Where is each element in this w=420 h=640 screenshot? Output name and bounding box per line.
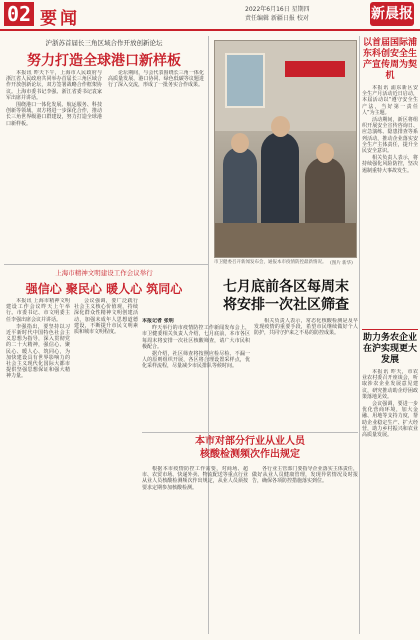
article-3-paragraph: 据介绍，社区筛查将按照应检尽检、不漏一人的原则组织开展，各区将合理设置采样点，优化采样流程，尽量减少市民排队等候时间。 xyxy=(142,351,250,370)
article-1-paragraph: 本报讯 昨天下午，上海市人民政府与浙江省人民政府共同举办首届长三角区域合作开放创新论坛，双方签署战略合作框架协议。上海市委书记李强、浙江省委书记袁家军出席并讲话。 xyxy=(6,70,102,101)
section-title: 要闻 xyxy=(40,9,80,29)
article-2-headline: 强信心 聚民心 暖人心 筑同心 xyxy=(25,282,183,296)
article-3-headline-line-1: 七月底前各区每周末 xyxy=(223,279,349,295)
section-divider xyxy=(4,264,209,265)
column-divider xyxy=(359,36,360,634)
rail-item-1-body xyxy=(362,85,418,325)
article-3-headline-line-2: 将安排一次社区筛查 xyxy=(223,297,349,313)
brand-logo: 新晨报 xyxy=(370,2,414,26)
news-photo xyxy=(214,40,357,258)
masthead-rule xyxy=(0,29,420,31)
article-3-body-col-1 xyxy=(142,318,250,428)
rail-item-1-paragraph: 本报讯 浦东新区安全生产月活动近日启动，本届活动以“遵守安全生产法，当好第一责任人”为主题。 xyxy=(362,85,418,116)
article-4-paragraph: 根据本市疫情防控工作需要，对商场、超市、农贸市场、快递外卖、物流配送等重点行业从业人员核酸检测频次作出规定，从业人员须按要求定期参加核酸检测。 xyxy=(142,466,248,491)
article-2-body-col-1 xyxy=(6,298,70,634)
rail-item-2-paragraph: 会议强调，要进一步优化营商环境，加大金融、用地等支持力度，帮助企业稳定生产、扩大经营，助力乡村振兴和农业高质量发展。 xyxy=(362,401,418,439)
article-2-body-col-2 xyxy=(74,298,138,634)
article-3-body-col-2 xyxy=(254,318,358,428)
section-divider xyxy=(142,432,358,433)
article-2-paragraph: 会议强调，要广泛践行社会主义核心价值观，持续深化群众性精神文明创建活动，加强未成年人思想道德建设，不断提升市民文明素质和城市文明程度。 xyxy=(74,298,138,336)
article-3-paragraph: 相关负责人表示，常态化核酸检测是及早发现疫情的重要手段，希望市民继续做好个人防护，共同守护来之不易的防控成果。 xyxy=(254,318,358,337)
article-3-paragraph: 昨天举行的市疫情防控工作新闻发布会上，市卫健委相关负责人介绍，七月底前，本市各区每周末将安排一次社区核酸筛查，请广大市民积极配合。 xyxy=(142,325,250,350)
article-2-kicker: 上海市精神文明建设工作会议举行 xyxy=(55,269,153,277)
masthead xyxy=(0,0,420,30)
article-4-headline-line-2: 核酸检测频次作出规定 xyxy=(200,449,300,460)
rail-item-1-paragraph: 相关负责人表示，将持续强化风险防控，坚决遏制重特大事故发生。 xyxy=(362,155,418,174)
rail-item-2-paragraph: 本报讯 昨天，市农业农村委召开座谈会，听取涉农企业发展意见建议，研究推动助企纾困政策落地见效。 xyxy=(362,369,418,400)
rail-item-1-paragraph: 活动期间，新区将组织开展安全宣传咨询日、应急演练、隐患排查等系列活动，推动企业落实安全生产主体责任，提升全民安全意识。 xyxy=(362,117,418,155)
article-4-body-col-1 xyxy=(142,466,248,634)
article-3-byline: 本报记者 张明 xyxy=(142,318,174,324)
rail-item-2-body xyxy=(362,369,418,640)
photo-caption: 市卫健委召开新闻发布会，通报本市疫情防控最新情况。 xyxy=(214,260,327,265)
article-4-paragraph: 各行业主管部门要指导企业落实主体责任，做好从业人员健康管理，发现异常情况及时报告，确保各项防控措施落实到位。 xyxy=(252,466,358,485)
rail-item-1-title: 以首届国际浦东科创安全生产宣传周为契机 xyxy=(362,38,417,81)
edition-line: 责任编辑 新疆日报 校对 xyxy=(245,15,309,22)
article-1-kicker: 沪浙苏首届长三角区域合作开放创新论坛 xyxy=(45,39,163,47)
article-1-headline: 努力打造全球港口新样板 xyxy=(27,53,181,69)
article-1-paragraph: 论坛期间，与会代表围绕长三角一体化高质量发展、港口协同、绿色低碳等议题进行了深入交流，形成了一批务实合作成果。 xyxy=(108,70,204,89)
article-2-paragraph: 李强指出，要坚持以习近平新时代中国特色社会主义思想为指导，深入贯彻党的二十大精神，强信心、聚民心、暖人心、筑同心，为加快建设具有世界影响力的社会主义现代化国际大都市提供坚强思想保证和强大精神力量。 xyxy=(6,323,70,380)
photo-credit: (图片 新华) xyxy=(330,261,353,266)
article-2-paragraph: 本报讯 上海市精神文明建设工作会议昨天上午举行。市委书记、市文明委主任李强出席会议并讲话。 xyxy=(6,298,70,323)
rail-item-2 xyxy=(362,329,418,640)
article-4-headline-line-1: 本市对部分行业从业人员 xyxy=(195,436,305,447)
rail-item-2-title: 助力务农企业在沪实现更大发展 xyxy=(362,333,417,365)
article-1-paragraph: 围绕港口一体化发展、航运服务、科技创新等领域，双方将进一步深化合作，推动长三角世界级港口群建设，努力打造全球港口新样板。 xyxy=(6,102,102,127)
page-number: 02 xyxy=(4,2,34,26)
article-1-body-col-2 xyxy=(108,70,204,258)
article-4-body-col-2 xyxy=(252,466,358,634)
date-line: 2022年6月16日 星期四 xyxy=(245,6,310,13)
right-rail xyxy=(362,38,418,638)
article-1-body-col-1 xyxy=(6,70,102,258)
